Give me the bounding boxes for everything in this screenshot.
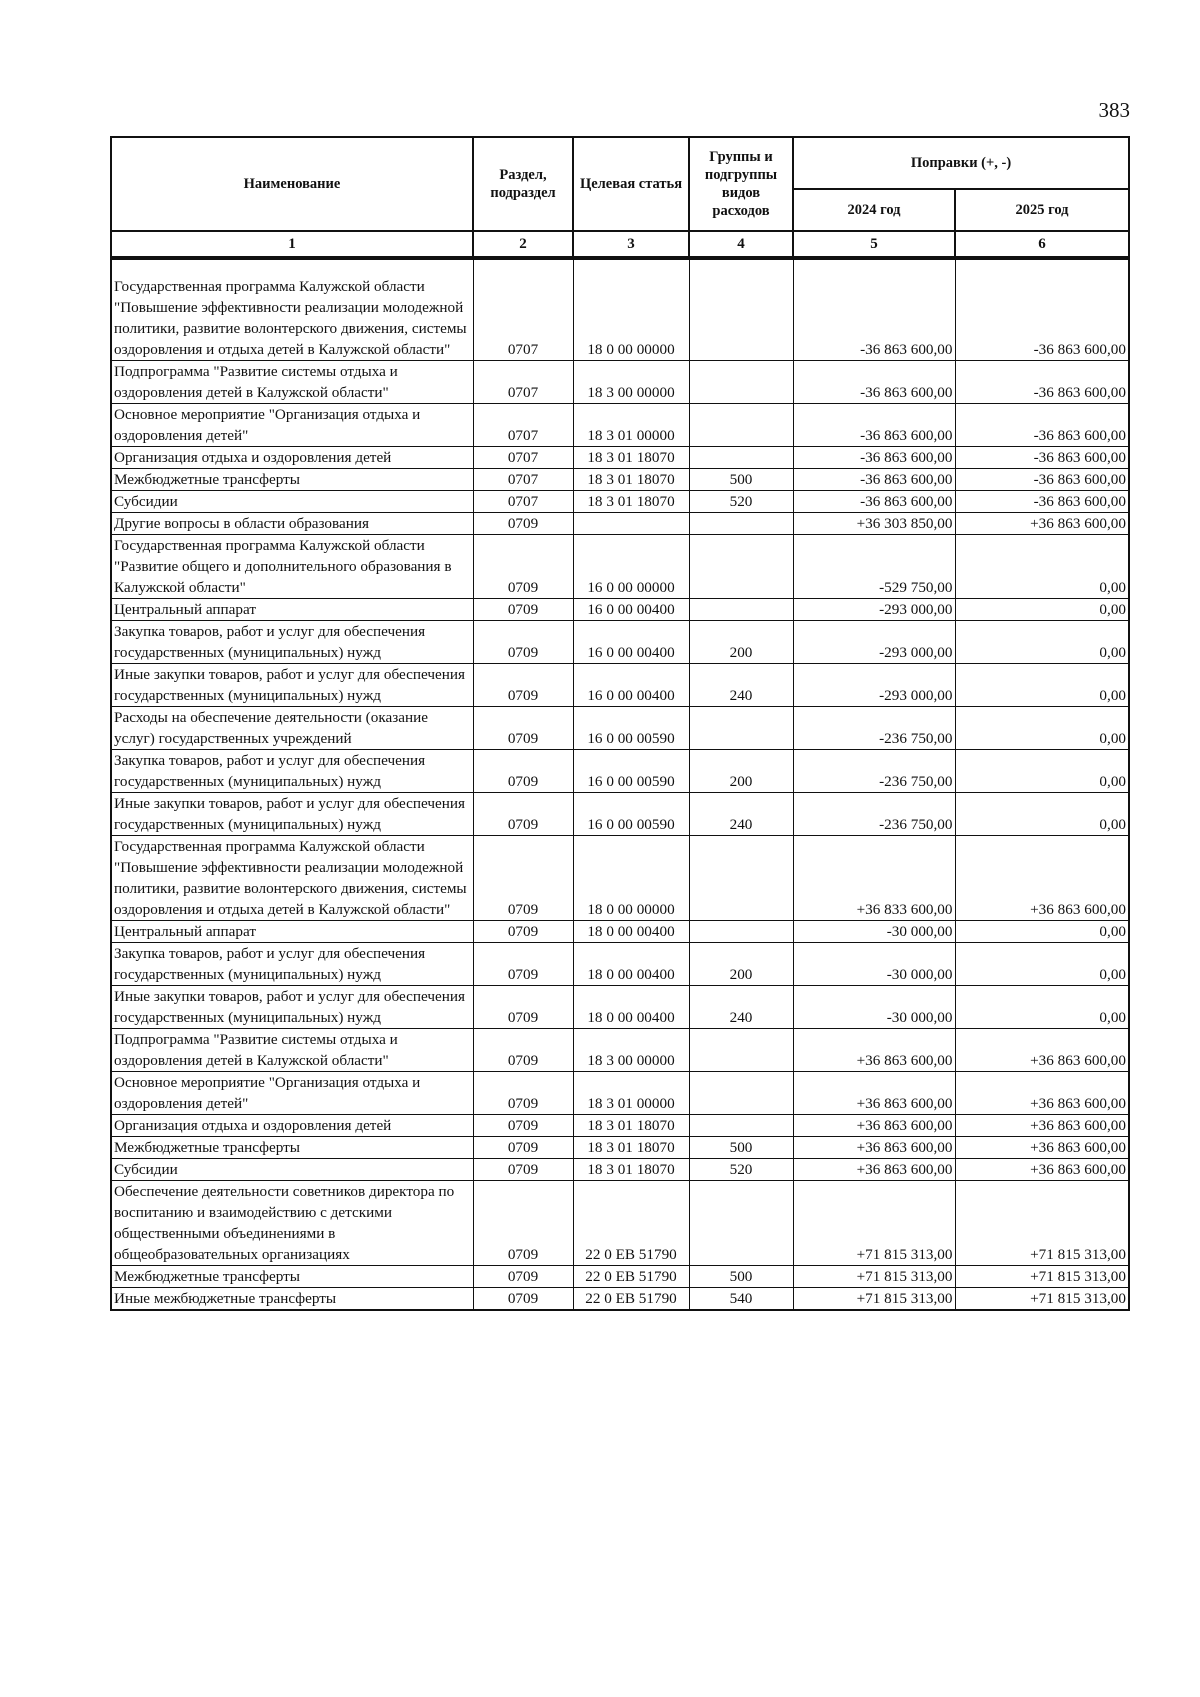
cell-name: Центральный аппарат <box>111 599 473 621</box>
cell-amount-2024: -30 000,00 <box>793 921 955 943</box>
cell-target: 16 0 00 00400 <box>573 599 689 621</box>
table-row <box>111 258 1129 361</box>
cell-name: Межбюджетные трансферты <box>111 1137 473 1159</box>
cell-group <box>689 447 793 469</box>
table-row <box>111 599 1129 621</box>
table-row <box>111 707 1129 750</box>
cell-group: 200 <box>689 943 793 986</box>
cell-section: 0709 <box>473 750 573 793</box>
cell-amount-2025: 0,00 <box>955 535 1129 599</box>
cell-amount-2024: -236 750,00 <box>793 707 955 750</box>
table-row <box>111 793 1129 836</box>
cell-target: 18 0 00 00000 <box>573 836 689 921</box>
table-row <box>111 1266 1129 1288</box>
cell-amount-2024: -293 000,00 <box>793 621 955 664</box>
cell-target: 18 3 01 18070 <box>573 491 689 513</box>
cell-amount-2025: 0,00 <box>955 664 1129 707</box>
cell-group: 200 <box>689 750 793 793</box>
header-amendments: Поправки (+, -) <box>793 137 1129 189</box>
header-year-2024: 2024 год <box>793 189 955 231</box>
cell-group <box>689 258 793 361</box>
cell-name: Закупка товаров, работ и услуг для обеспечения государственных (муниципальных) нужд <box>111 943 473 986</box>
cell-target: 18 3 01 18070 <box>573 447 689 469</box>
cell-name: Организация отдыха и оздоровления детей <box>111 1115 473 1137</box>
table-row <box>111 404 1129 447</box>
cell-group <box>689 1072 793 1115</box>
cell-target: 22 0 EB 51790 <box>573 1181 689 1266</box>
cell-amount-2025: -36 863 600,00 <box>955 469 1129 491</box>
cell-target: 16 0 00 00400 <box>573 664 689 707</box>
cell-amount-2024: -36 863 600,00 <box>793 361 955 404</box>
cell-amount-2024: -236 750,00 <box>793 750 955 793</box>
cell-name: Межбюджетные трансферты <box>111 1266 473 1288</box>
cell-group: 240 <box>689 664 793 707</box>
table-row <box>111 943 1129 986</box>
table-body <box>111 258 1129 1310</box>
cell-amount-2025: +71 815 313,00 <box>955 1266 1129 1288</box>
cell-amount-2025: -36 863 600,00 <box>955 491 1129 513</box>
cell-amount-2025: 0,00 <box>955 599 1129 621</box>
cell-section: 0709 <box>473 599 573 621</box>
cell-amount-2025: 0,00 <box>955 921 1129 943</box>
cell-amount-2025: 0,00 <box>955 750 1129 793</box>
cell-target: 18 3 01 00000 <box>573 1072 689 1115</box>
cell-amount-2025: +36 863 600,00 <box>955 1029 1129 1072</box>
cell-target: 16 0 00 00590 <box>573 707 689 750</box>
cell-amount-2025: +36 863 600,00 <box>955 1137 1129 1159</box>
cell-group <box>689 921 793 943</box>
cell-target: 16 0 00 00000 <box>573 535 689 599</box>
table-row <box>111 836 1129 921</box>
cell-section: 0709 <box>473 1072 573 1115</box>
cell-amount-2025: 0,00 <box>955 943 1129 986</box>
table-row <box>111 986 1129 1029</box>
table-row <box>111 491 1129 513</box>
cell-target <box>573 513 689 535</box>
cell-target: 18 3 01 00000 <box>573 404 689 447</box>
cell-group <box>689 1115 793 1137</box>
table-row <box>111 1288 1129 1311</box>
cell-name: Государственная программа Калужской области "Повышение эффективности реализации молодежной политики, развитие волонтерского движения, системы оздоровления и отдыха детей в Калужской области" <box>111 836 473 921</box>
cell-target: 22 0 EB 51790 <box>573 1288 689 1311</box>
cell-name: Закупка товаров, работ и услуг для обеспечения государственных (муниципальных) нужд <box>111 750 473 793</box>
cell-target: 18 0 00 00400 <box>573 943 689 986</box>
cell-section: 0709 <box>473 535 573 599</box>
table-row <box>111 1159 1129 1181</box>
cell-amount-2024: -36 863 600,00 <box>793 491 955 513</box>
cell-section: 0709 <box>473 1181 573 1266</box>
cell-section: 0709 <box>473 1029 573 1072</box>
cell-name: Основное мероприятие "Организация отдыха и оздоровления детей" <box>111 1072 473 1115</box>
cell-amount-2024: +36 863 600,00 <box>793 1029 955 1072</box>
cell-name: Центральный аппарат <box>111 921 473 943</box>
cell-section: 0709 <box>473 1137 573 1159</box>
cell-amount-2024: -293 000,00 <box>793 664 955 707</box>
cell-amount-2024: +71 815 313,00 <box>793 1266 955 1288</box>
cell-amount-2025: +36 863 600,00 <box>955 513 1129 535</box>
cell-amount-2024: +36 863 600,00 <box>793 1159 955 1181</box>
cell-amount-2025: -36 863 600,00 <box>955 447 1129 469</box>
cell-section: 0707 <box>473 361 573 404</box>
cell-section: 0709 <box>473 707 573 750</box>
cell-target: 16 0 00 00400 <box>573 621 689 664</box>
cell-name: Подпрограмма "Развитие системы отдыха и оздоровления детей в Калужской области" <box>111 1029 473 1072</box>
cell-amount-2025: +71 815 313,00 <box>955 1181 1129 1266</box>
cell-target: 16 0 00 00590 <box>573 793 689 836</box>
cell-target: 18 0 00 00400 <box>573 986 689 1029</box>
column-number: 4 <box>689 231 793 258</box>
table-row <box>111 621 1129 664</box>
cell-name: Закупка товаров, работ и услуг для обеспечения государственных (муниципальных) нужд <box>111 621 473 664</box>
budget-amendments-table <box>110 136 1130 1311</box>
cell-name: Расходы на обеспечение деятельности (оказание услуг) государственных учреждений <box>111 707 473 750</box>
cell-amount-2024: +36 303 850,00 <box>793 513 955 535</box>
cell-section: 0709 <box>473 921 573 943</box>
cell-group <box>689 1029 793 1072</box>
cell-section: 0709 <box>473 513 573 535</box>
cell-amount-2024: +71 815 313,00 <box>793 1181 955 1266</box>
cell-target: 18 3 01 18070 <box>573 1137 689 1159</box>
cell-group <box>689 404 793 447</box>
cell-section: 0709 <box>473 986 573 1029</box>
page-number: 383 <box>1098 98 1130 122</box>
cell-amount-2024: +71 815 313,00 <box>793 1288 955 1311</box>
cell-name: Иные закупки товаров, работ и услуг для обеспечения государственных (муниципальных) нужд <box>111 793 473 836</box>
cell-amount-2025: -36 863 600,00 <box>955 361 1129 404</box>
cell-amount-2025: 0,00 <box>955 707 1129 750</box>
cell-amount-2025: +36 863 600,00 <box>955 1159 1129 1181</box>
table-row <box>111 1137 1129 1159</box>
cell-section: 0709 <box>473 1266 573 1288</box>
column-number: 2 <box>473 231 573 258</box>
cell-group <box>689 535 793 599</box>
table-row <box>111 750 1129 793</box>
cell-amount-2024: -36 863 600,00 <box>793 258 955 361</box>
cell-amount-2024: +36 833 600,00 <box>793 836 955 921</box>
cell-group: 540 <box>689 1288 793 1311</box>
cell-section: 0709 <box>473 1288 573 1311</box>
cell-group: 200 <box>689 621 793 664</box>
cell-section: 0709 <box>473 943 573 986</box>
header-target: Целевая статья <box>573 137 689 231</box>
cell-amount-2024: -36 863 600,00 <box>793 469 955 491</box>
table-row <box>111 1181 1129 1266</box>
cell-section: 0709 <box>473 621 573 664</box>
table-row <box>111 664 1129 707</box>
cell-section: 0707 <box>473 491 573 513</box>
cell-group <box>689 513 793 535</box>
cell-amount-2025: -36 863 600,00 <box>955 258 1129 361</box>
table-row <box>111 1029 1129 1072</box>
cell-name: Субсидии <box>111 491 473 513</box>
table-row <box>111 921 1129 943</box>
cell-name: Подпрограмма "Развитие системы отдыха и оздоровления детей в Калужской области" <box>111 361 473 404</box>
cell-amount-2024: +36 863 600,00 <box>793 1072 955 1115</box>
cell-section: 0709 <box>473 664 573 707</box>
header-section: Раздел, подраздел <box>473 137 573 231</box>
cell-name: Государственная программа Калужской области "Развитие общего и дополнительного образования в Калужской области" <box>111 535 473 599</box>
cell-target: 22 0 EB 51790 <box>573 1266 689 1288</box>
cell-target: 18 3 00 00000 <box>573 1029 689 1072</box>
cell-amount-2025: +36 863 600,00 <box>955 1115 1129 1137</box>
cell-amount-2024: -529 750,00 <box>793 535 955 599</box>
table-row <box>111 447 1129 469</box>
table-row <box>111 361 1129 404</box>
cell-group: 240 <box>689 793 793 836</box>
header-year-2025: 2025 год <box>955 189 1129 231</box>
table-row <box>111 1072 1129 1115</box>
cell-amount-2024: -236 750,00 <box>793 793 955 836</box>
table-row <box>111 1115 1129 1137</box>
header-groups: Группы и подгруппы видов расходов <box>689 137 793 231</box>
cell-name: Организация отдыха и оздоровления детей <box>111 447 473 469</box>
cell-amount-2025: +71 815 313,00 <box>955 1288 1129 1311</box>
cell-group <box>689 361 793 404</box>
table-row <box>111 535 1129 599</box>
cell-section: 0709 <box>473 1115 573 1137</box>
column-number: 3 <box>573 231 689 258</box>
cell-name: Иные межбюджетные трансферты <box>111 1288 473 1311</box>
cell-amount-2024: +36 863 600,00 <box>793 1115 955 1137</box>
cell-section: 0707 <box>473 258 573 361</box>
cell-amount-2024: -30 000,00 <box>793 943 955 986</box>
cell-amount-2024: +36 863 600,00 <box>793 1137 955 1159</box>
cell-group: 500 <box>689 1137 793 1159</box>
header-name: Наименование <box>111 137 473 231</box>
cell-name: Иные закупки товаров, работ и услуг для обеспечения государственных (муниципальных) нужд <box>111 986 473 1029</box>
cell-amount-2025: 0,00 <box>955 986 1129 1029</box>
cell-amount-2024: -36 863 600,00 <box>793 404 955 447</box>
cell-group <box>689 836 793 921</box>
cell-group: 520 <box>689 491 793 513</box>
cell-amount-2024: -30 000,00 <box>793 986 955 1029</box>
cell-section: 0709 <box>473 793 573 836</box>
cell-amount-2025: +36 863 600,00 <box>955 836 1129 921</box>
cell-group: 500 <box>689 469 793 491</box>
cell-target: 18 3 00 00000 <box>573 361 689 404</box>
cell-amount-2025: 0,00 <box>955 621 1129 664</box>
cell-target: 18 3 01 18070 <box>573 1159 689 1181</box>
cell-target: 16 0 00 00590 <box>573 750 689 793</box>
table-row <box>111 513 1129 535</box>
cell-amount-2024: -36 863 600,00 <box>793 447 955 469</box>
cell-group: 240 <box>689 986 793 1029</box>
cell-section: 0709 <box>473 836 573 921</box>
cell-amount-2025: -36 863 600,00 <box>955 404 1129 447</box>
column-number: 1 <box>111 231 473 258</box>
cell-name: Основное мероприятие "Организация отдыха и оздоровления детей" <box>111 404 473 447</box>
cell-group: 520 <box>689 1159 793 1181</box>
table-row <box>111 469 1129 491</box>
column-number: 5 <box>793 231 955 258</box>
cell-group <box>689 1181 793 1266</box>
cell-section: 0709 <box>473 1159 573 1181</box>
cell-amount-2025: +36 863 600,00 <box>955 1072 1129 1115</box>
cell-name: Обеспечение деятельности советников директора по воспитанию и взаимодействию с детскими общественными объединениями в общеобразовательных организациях <box>111 1181 473 1266</box>
cell-section: 0707 <box>473 469 573 491</box>
cell-section: 0707 <box>473 447 573 469</box>
cell-name: Другие вопросы в области образования <box>111 513 473 535</box>
cell-target: 18 0 00 00000 <box>573 258 689 361</box>
cell-name: Субсидии <box>111 1159 473 1181</box>
cell-name: Межбюджетные трансферты <box>111 469 473 491</box>
cell-target: 18 3 01 18070 <box>573 469 689 491</box>
cell-name: Иные закупки товаров, работ и услуг для обеспечения государственных (муниципальных) нужд <box>111 664 473 707</box>
cell-target: 18 0 00 00400 <box>573 921 689 943</box>
cell-amount-2024: -293 000,00 <box>793 599 955 621</box>
cell-amount-2025: 0,00 <box>955 793 1129 836</box>
cell-section: 0707 <box>473 404 573 447</box>
cell-group: 500 <box>689 1266 793 1288</box>
cell-target: 18 3 01 18070 <box>573 1115 689 1137</box>
cell-name: Государственная программа Калужской области "Повышение эффективности реализации молодежной политики, развитие волонтерского движения, системы оздоровления и отдыха детей в Калужской области" <box>111 258 473 361</box>
cell-group <box>689 707 793 750</box>
cell-group <box>689 599 793 621</box>
column-number: 6 <box>955 231 1129 258</box>
